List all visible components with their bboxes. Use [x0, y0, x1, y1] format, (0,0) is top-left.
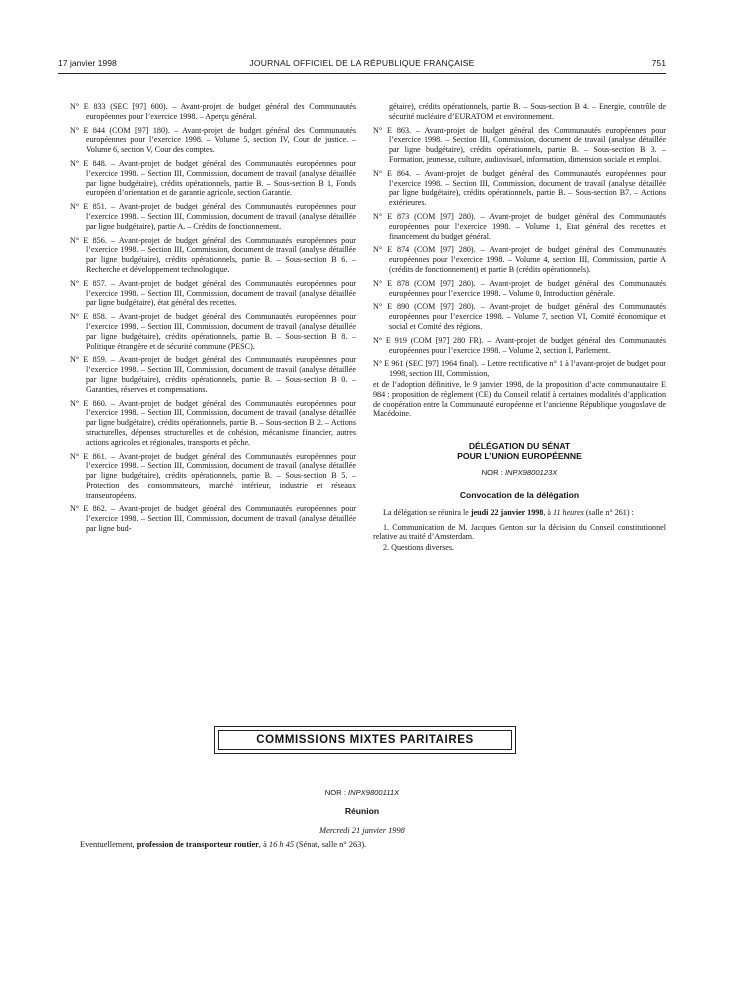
meeting-announcement — [373, 508, 666, 518]
delegation-title-line2: POUR L’UNION EUROPÉENNE — [457, 451, 582, 462]
list-item: N° E 844 (COM [97] 180). – Avant-projet de budget général des Communautés européennes pour l’exercice 1998. – Volume 5, section IV, Cour de justice. – Volume 6, section V, Cour des comptes. — [70, 125, 356, 155]
agenda-item: 1. Communication de M. Jacques Genton sur la décision du Conseil constitutionnel relative au traité d’Amsterdam. — [373, 522, 666, 542]
delegation-title — [373, 441, 666, 461]
convocation-title: Convocation de la délégation — [459, 489, 580, 500]
commissions-title: COMMISSIONS MIXTES PARITAIRES — [218, 730, 512, 750]
list-item: N° E 859. – Avant-projet de budget général des Communautés européennes pour l’exercice 1998. – Section III, Commission, document de travail (analyse détaillée par ligne budgétaire), crédits opérationnels, partie B. – Sous-section B 0. – Garanties, réserves et compensations. — [70, 355, 356, 394]
reunion-subject: profession de transporteur routier — [136, 840, 259, 849]
list-item: N° E 833 (SEC [97] 600). – Avant-projet de budget général des Communautés européennes pour l’exercice 1998. – Aperçu général. — [70, 102, 356, 121]
right-column — [373, 102, 666, 554]
delegation-title-line1: DÉLÉGATION DU SÉNAT — [468, 441, 571, 452]
delegation-nor — [373, 468, 666, 478]
header-rule — [58, 73, 666, 74]
nor-value: INPX9800123X — [504, 468, 558, 478]
list-item: N° E 860. – Avant-projet de budget général des Communautés européennes pour l’exercice 1998. – Section III, Commission, document de travail (analyse détaillée par ligne budgétaire), crédits opérationnels, partie B. – Sous-section B 2. – Actions structurelles, dépenses structurelles et de cohésion, mécanisme financier, autres actions agricoles et régionales, transports et pêche. — [70, 398, 356, 447]
meeting-time: 11 heures — [553, 507, 584, 517]
list-item: N° E 862. – Avant-projet de budget général des Communautés européennes pour l’exercice 1998. – Section III, Commission, document de travail (analyse détaillée par ligne bud- — [70, 504, 356, 534]
nor-label: NOR : — [324, 788, 346, 797]
list-item: N° E 848. – Avant-projet de budget général des Communautés européennes pour l’exercice 1998. – Section III, Commission, document de travail (analyse détaillée par ligne budgétaire), crédits opérationnels, partie B. – Sous-section B 1, Fonds européen d’orientation et de garantie agricole, section Garantie. — [70, 158, 356, 198]
header-date: 17 janvier 1998 — [58, 58, 117, 68]
list-item-continuation: gétaire), crédits opérationnels, partie B. – Sous-section B 4. – Energie, contrôle de sécurité nucléaire d’EURATOM et environnement. — [389, 102, 666, 121]
reunion-line-after: (Sénat, salle n° 263). — [296, 840, 367, 849]
commissions-box — [214, 726, 516, 754]
list-item: N° E 861. – Avant-projet de budget général des Communautés européennes pour l’exercice 1998. – Section III, Commission, document de travail (analyse détaillée par ligne budgétaire), crédits opérationnels, partie B. – Sous-section B 5. – Protection des consommateurs, marché intérieur, industrie et réseaux transeuropéens. — [70, 451, 356, 500]
list-item: N° E 890 (COM [97] 280). – Avant-projet de budget général des Communautés européennes pour l’exercice 1998. – Volume 7, section VI, Comité économique et social et Comité des régions. — [373, 302, 666, 331]
list-item: N° E 864. – Avant-projet de budget général des Communautés européennes pour l’exercice 1998. – Section III, Commission, document de travail (analyse détaillée par ligne budgétaire), crédits opérationnels, partie B. – Sous-section B7. – Actions extérieures. — [373, 168, 666, 208]
meeting-date: jeudi 22 janvier 1998 — [470, 507, 544, 517]
list-item: N° E 851. – Avant-projet de budget général des Communautés européennes pour l’exercice 1998. – Section III, Commission, document de travail (analyse détaillée par ligne budgétaire), partie A. – Crédits de fonctionnement. — [70, 202, 356, 231]
meeting-text-after: (salle n° 261) : — [585, 507, 634, 517]
adoption-paragraph: et de l’adoption définitive, le 9 janvier 1998, de la proposition d’acte communautaire E 984 : proposition de règlement (CE) du Conseil relatif à certaines modalités d’application de coopération entre la Communauté européenne et l’ancienne République yougoslave de Macédoine. — [373, 379, 666, 419]
nor-label: NOR : — [481, 468, 503, 478]
list-item: N° E 858. – Avant-projet de budget général des Communautés européennes pour l’exercice 1998. – Section III, Commission, document de travail (analyse détaillée par ligne budgétaire), crédits opérationnels, partie B. – Sous-section B 8. – Politique étrangère et de sécurité commune (PESC). — [70, 312, 356, 351]
commissions-nor — [58, 788, 666, 797]
reunion-title: Réunion — [344, 806, 380, 816]
list-item: N° E 961 (SEC [97] 1964 final). – Lettre rectificative n° 1 à l’avant-projet de budget pour 1998, section III, Commission, — [373, 359, 666, 379]
reunion-date: Mercredi 21 janvier 1998 — [319, 826, 405, 835]
list-item: N° E 874 (COM [97] 280). – Avant-projet de budget général des Communautés européennes pour l’exercice 1998. – Volume 4, section III, Commission, partie A (crédits de fonctionnement) et partie B (crédits opérationnels). — [373, 245, 666, 274]
journal-title: JOURNAL OFFICIEL DE LA RÉPUBLIQUE FRANÇAISE — [249, 58, 475, 68]
reunion-line-mid: , à — [258, 840, 267, 849]
list-item: N° E 857. – Avant-projet de budget général des Communautés européennes pour l’exercice 1998. – Section III, Commission, document de travail (analyse détaillée par ligne budgétaire), état général des recettes. — [70, 278, 356, 308]
meeting-text-mid: , à — [543, 507, 551, 517]
list-item: N° E 873 (COM [97] 280). – Avant-projet de budget général des Communautés européennes pour l’exercice 1998. – Volume 1, Etat général des recettes et financement du budget général. — [373, 211, 666, 241]
nor-value: INPX9800111X — [348, 788, 400, 797]
page-header — [58, 58, 666, 72]
reunion-line-before: Eventuellement, — [80, 840, 135, 849]
agenda-item: 2. Questions diverses. — [383, 543, 455, 553]
reunion-line — [80, 840, 680, 849]
meeting-text-before: La délégation se réunira le — [383, 507, 469, 517]
page-number: 751 — [651, 58, 666, 68]
left-column — [70, 102, 356, 538]
list-item: N° E 878 (COM [97] 280). – Avant-projet de budget général des Communautés européennes pour l’exercice 1998. – Volume 0, Introduction générale. — [373, 278, 666, 298]
list-item: N° E 919 (COM [97] 280 FR). – Avant-projet de budget général des Communautés européennes pour l’exercice 1998. – Volume 2, section I, Parlement. — [373, 335, 666, 355]
list-item: N° E 856. – Avant-projet de budget général des Communautés européennes pour l’exercice 1998. – Section III, Commission, document de travail (analyse détaillée par ligne budgétaire), crédits opérationnels, partie B. – Sous-section B 6. – Recherche et développement technologique. — [70, 235, 356, 274]
list-item: N° E 863. – Avant-projet de budget général des Communautés européennes pour l’exercice 1998. – Section III, Commission, document de travail (analyse détaillée par ligne budgétaire), crédits opérationnels, partie B. – Sous-section B 3. – Formation, jeunesse, culture, audiovisuel, information, dimension sociale et emploi. — [373, 125, 666, 164]
reunion-time: 16 h 45 — [268, 840, 295, 849]
